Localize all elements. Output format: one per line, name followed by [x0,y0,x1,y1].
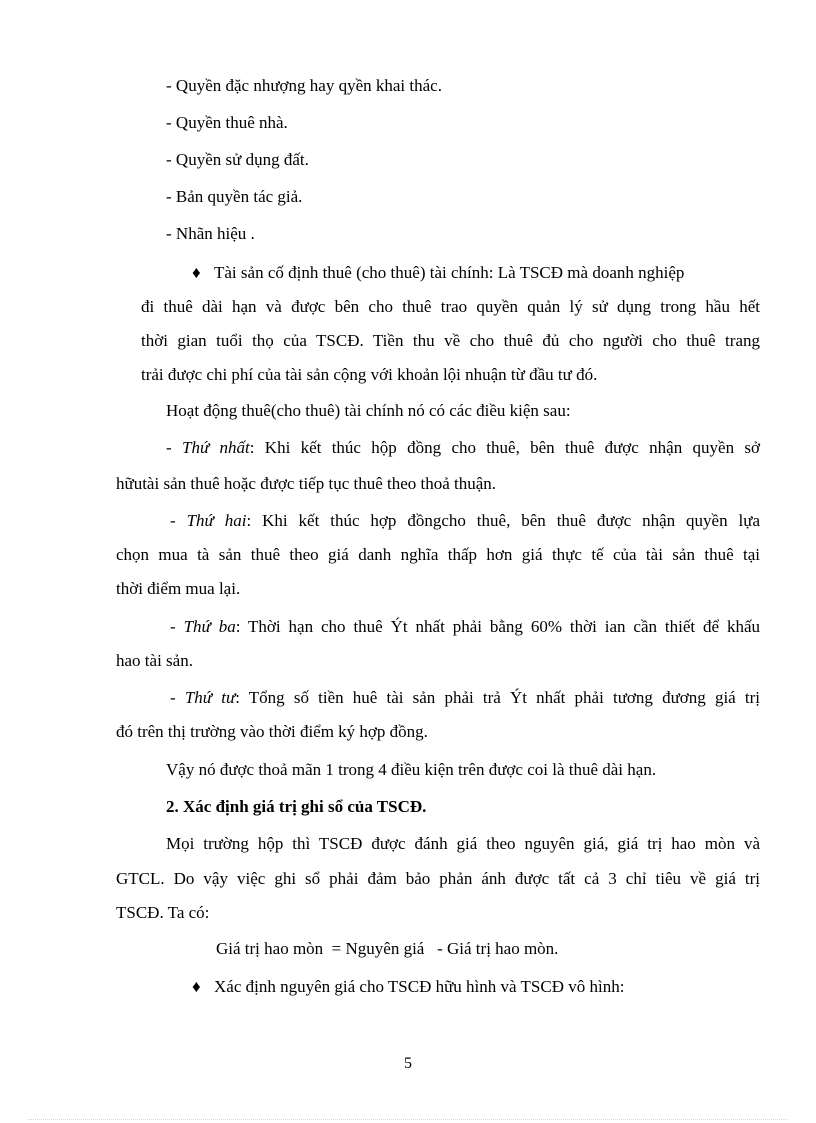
condition-3-line1 [170,616,760,638]
page-number: 5 [404,1055,412,1072]
condition-text: : Khi kết thúc hộp đồng cho thuê, bên thuê được nhận quyền sở [249,438,760,457]
para5-line [192,976,624,998]
para4-line1: Mọi trường hộp thì TSCĐ được đánh giá theo nguyên giá, giá trị hao mòn và [166,834,760,853]
section-heading: 2. Xác định giá trị ghi sổ của TSCĐ. [166,797,427,816]
list-item: - Quyền sử dụng đất. [166,150,309,169]
conditions-intro: Hoạt động thuê(cho thuê) tài chính nó có các điều kiện sau: [166,401,571,420]
condition-2-line1 [170,510,760,532]
condition-4-line1 [170,687,760,709]
condition-text: : Tổng số tiền huê tài sản phải trả Ýt nhất phải tương đương giá trị [235,688,760,707]
condition-1-line1 [166,437,760,459]
para1-text: Tài sản cố định thuê (cho thuê) tài chính: Là TSCĐ mà doanh nghiệp [214,263,685,282]
condition-text: : Thời hạn cho thuê Ýt nhất phải bằng 60% thời ian cần thiết để khấu [235,617,761,636]
condition-dash: - [170,511,187,530]
condition-dash: - [170,617,184,636]
condition-2-line2: chọn mua tà sản thuê theo giá danh nghĩa thấp hơn giá thực tế của tài sản thuê tại [116,545,760,564]
diamond-bullet-icon: ♦ [192,263,201,282]
condition-dash: - [166,438,182,457]
para1-line3: thời gian tuổi thọ của TSCĐ. Tiền thu về cho thuê đủ cho người cho thuê trang [141,331,760,350]
condition-1-line2: hữutài sản thuê hoặc được tiếp tục thuê theo thoả thuận. [116,474,497,493]
condition-label: Thứ nhất [181,438,250,457]
list-item: - Nhãn hiệu . [166,224,255,243]
condition-text: : Khi kết thúc hợp đồngcho thuê, bên thuê được nhận quyền lựa [246,511,760,530]
conclusion-text: Vậy nó được thoả mãn 1 trong 4 điều kiện trên được coi là thuê dài hạn. [166,760,657,779]
diamond-bullet-icon: ♦ [192,977,201,996]
para1-line2: đi thuê dài hạn và được bên cho thuê trao quyền quản lý sử dụng trong hầu hết [141,297,760,316]
list-item: - Quyền thuê nhà. [166,113,288,132]
condition-2-line3: thời điểm mua lại. [116,579,241,598]
formula: Giá trị hao mòn = Nguyên giá - Giá trị hao mòn. [216,939,559,958]
page-bottom-rule [28,1119,788,1120]
para4-line2: GTCL. Do vậy việc ghi sổ phải đảm bảo phản ánh được tất cả 3 chỉ tiêu về giá trị [116,869,760,888]
condition-label: Thứ hai [186,511,247,530]
para1-line4: trải được chi phí của tài sản cộng với khoản lội nhuận từ đầu tư đó. [141,365,598,384]
para4-line3: TSCĐ. Ta có: [116,903,210,922]
para1-line1 [192,262,760,284]
condition-4-line2: đó trên thị trường vào thời điểm ký hợp đồng. [116,722,428,741]
list-item: - Quyền đặc nhượng hay qyền khai thác. [166,76,442,95]
condition-label: Thứ tư [184,688,236,707]
condition-dash: - [170,688,185,707]
para5-text: Xác định nguyên giá cho TSCĐ hữu hình và TSCĐ vô hình: [214,977,625,996]
list-item: - Bản quyền tác giả. [166,187,303,206]
condition-label: Thứ ba [183,617,236,636]
condition-3-line2: hao tài sản. [116,651,193,670]
